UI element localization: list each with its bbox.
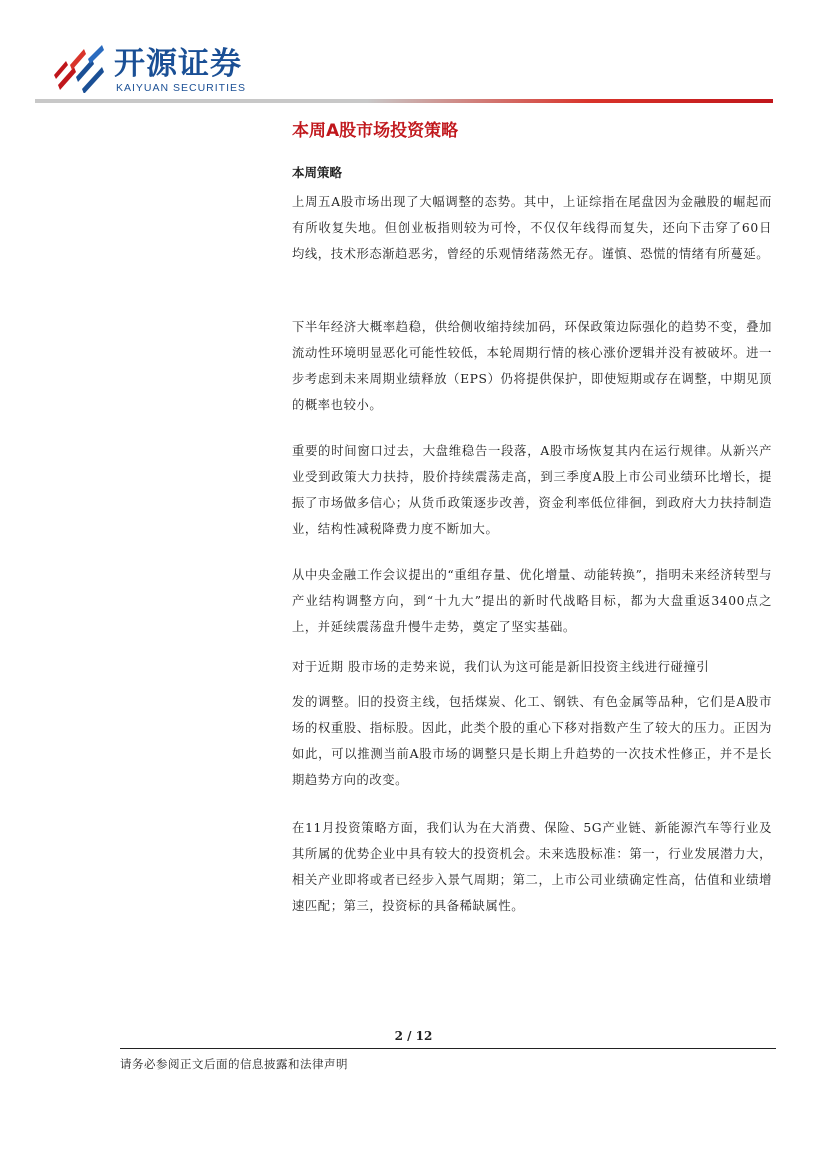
logo-english-name: KAIYUAN SECURITIES bbox=[116, 82, 247, 94]
footer-divider bbox=[120, 1048, 776, 1049]
paragraph: 发的调整。旧的投资主线，包括煤炭、化工、钢铁、有色金属等品种，它们是A股市场的权重股、指标股。因此，此类个股的重心下移对指数产生了较大的压力。正因为如此，可以推测当前A股市场的调整只是长期上升趋势的一次技术性修正，并不是长期趋势方向的改变。 bbox=[292, 695, 772, 787]
page-title: 本周A股市场投资策略 bbox=[292, 121, 459, 141]
footer-disclaimer: 请务必参阅正文后面的信息披露和法律声明 bbox=[120, 1057, 348, 1071]
header-divider bbox=[35, 99, 773, 103]
page-number: 2 / 12 bbox=[394, 1029, 433, 1043]
section-heading: 本周策略 bbox=[292, 165, 343, 180]
paragraph: 下半年经济大概率趋稳，供给侧收缩持续加码，环保政策边际强化的趋势不变，叠加流动性环境明显恶化可能性较低，本轮周期行情的核心涨价逻辑并没有被破坏。进一步考虑到未来周期业绩释放（EPS）仍将提供保护，即使短期或存在调整，中期见顶的概率也较小。 bbox=[292, 320, 772, 412]
paragraph: 在11月投资策略方面，我们认为在大消费、保险、5G产业链、新能源汽车等行业及其所属的优势企业中具有较大的投资机会。未来选股标准：第一，行业发展潜力大，相关产业即将或者已经步入景气周期；第二，上市公司业绩确定性高，估值和业绩增速匹配；第三，投资标的具备稀缺属性。 bbox=[292, 821, 772, 913]
paragraph: 对于近期 股市场的走势来说，我们认为这可能是新旧投资主线进行碰撞引 bbox=[292, 660, 710, 674]
paragraph: 重要的时间窗口过去，大盘维稳告一段落，A股市场恢复其内在运行规律。从新兴产业受到政策大力扶持，股价持续震荡走高，到三季度A股上市公司业绩环比增长，提振了市场做多信心；从货币政策逐步改善，资金利率低位徘徊，到政府大力扶持制造业，结构性减税降费力度不断加大。 bbox=[292, 444, 772, 536]
logo-chinese-name: 开源证券 bbox=[114, 46, 242, 82]
company-logo bbox=[52, 45, 252, 95]
report-header bbox=[0, 0, 827, 110]
kaiyuan-logo-mark-icon bbox=[52, 45, 110, 93]
paragraph: 上周五A股市场出现了大幅调整的态势。其中，上证综指在尾盘因为金融股的崛起而有所收复失地。但创业板指则较为可怜，不仅仅年线得而复失，还向下击穿了60日均线，技术形态渐趋恶劣，曾经的乐观情绪荡然无存。谨慎、恐慌的情绪有所蔓延。 bbox=[292, 195, 772, 261]
paragraph: 从中央金融工作会议提出的“重组存量、优化增量、动能转换”，指明未来经济转型与产业结构调整方向，到“十九大”提出的新时代战略目标，都为大盘重返3400点之上，并延续震荡盘升慢牛走势，奠定了坚实基础。 bbox=[292, 568, 772, 634]
